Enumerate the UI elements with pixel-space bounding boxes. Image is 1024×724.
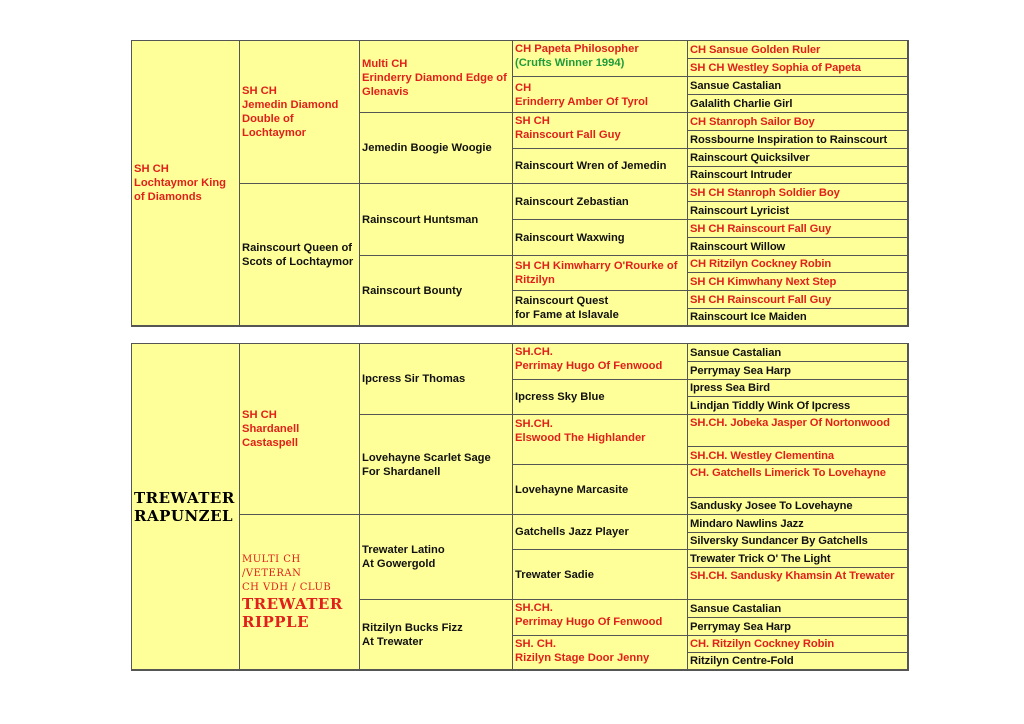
gen4-6: Rainscourt Waxwing	[513, 220, 688, 256]
gen5-11: Trewater Trick O' The Light	[688, 550, 908, 568]
gen5-4: Galalith Charlie Girl	[688, 95, 908, 113]
dam-title-line-2: CH VDH / CLUB	[242, 582, 332, 593]
gen5-2: SH CH Westley Sophia of Papeta	[688, 59, 908, 77]
gen4-7: SH.CH. Perrimay Hugo Of Fenwood	[513, 600, 688, 636]
gen1-dog: SH CH Lochtaymor King of Diamonds	[132, 41, 240, 326]
gen4-8: Rainscourt Quest for Fame at Islavale	[513, 291, 688, 326]
gen3-2: Lovehayne Scarlet Sage For Shardanell	[360, 415, 513, 515]
gen5-3: Ipress Sea Bird	[688, 380, 908, 397]
gen2-sire: SH CH Shardanell Castaspell	[240, 344, 360, 515]
dam-name-line-1: TREWATER	[242, 595, 343, 613]
gen3-4: Rainscourt Bounty	[360, 256, 513, 326]
gen4-2: CH Erinderry Amber Of Tyrol	[513, 77, 688, 113]
gen5-7: Rainscourt Quicksilver	[688, 149, 908, 167]
gen5-12: SH.CH. Sandusky Khamsin At Trewater	[688, 568, 908, 600]
gen4-1-name: CH Papeta Philosopher	[515, 43, 639, 55]
gen4-1: SH.CH. Perrimay Hugo Of Fenwood	[513, 344, 688, 380]
gen5-11: SH CH Rainscourt Fall Guy	[688, 220, 908, 238]
gen5-13: CH Ritzilyn Cockney Robin	[688, 256, 908, 273]
gen5-5: SH.CH. Jobeka Jasper Of Nortonwood	[688, 415, 908, 447]
gen4-1	[513, 41, 688, 77]
gen5-5: CH Stanroph Sailor Boy	[688, 113, 908, 131]
gen3-3: Rainscourt Huntsman	[360, 184, 513, 256]
gen5-2: Perrymay Sea Harp	[688, 362, 908, 380]
gen4-6: Trewater Sadie	[513, 550, 688, 600]
gen5-10: Rainscourt Lyricist	[688, 202, 908, 220]
gen5-1: CH Sansue Golden Ruler	[688, 41, 908, 59]
gen4-3: SH CH Rainscourt Fall Guy	[513, 113, 688, 149]
gen5-15: SH CH Rainscourt Fall Guy	[688, 291, 908, 309]
gen4-4: Lovehayne Marcasite	[513, 465, 688, 515]
gen1-dog-name	[132, 344, 240, 670]
dam-title-line-1: MULTI CH /VETERAN	[242, 554, 302, 579]
gen5-8: Sandusky Josee To Lovehayne	[688, 498, 908, 515]
gen1-name-line-1: TREWATER	[134, 488, 235, 507]
gen4-4: Rainscourt Wren of Jemedin	[513, 149, 688, 184]
gen2-dam	[240, 515, 360, 670]
gen2-sire: SH CH Jemedin Diamond Double of Lochtaymor	[240, 41, 360, 184]
gen3-4: Ritzilyn Bucks Fizz At Trewater	[360, 600, 513, 670]
gen4-5: Rainscourt Zebastian	[513, 184, 688, 220]
pedigree-table-1	[131, 40, 909, 327]
gen2-dam: Rainscourt Queen of Scots of Lochtaymor	[240, 184, 360, 326]
gen3-2: Jemedin Boogie Woogie	[360, 113, 513, 184]
gen5-12: Rainscourt Willow	[688, 238, 908, 256]
gen3-1: Multi CH Erinderry Diamond Edge of Glenavis	[360, 41, 513, 113]
gen4-7: SH CH Kimwharry O'Rourke of Ritzilyn	[513, 256, 688, 291]
gen5-7: CH. Gatchells Limerick To Lovehayne	[688, 465, 908, 498]
gen5-6: Rossbourne Inspiration to Rainscourt	[688, 131, 908, 149]
gen5-9: SH CH Stanroph Soldier Boy	[688, 184, 908, 202]
pedigree-table-2	[131, 343, 909, 671]
gen1-name-line-2: RAPUNZEL	[134, 506, 234, 525]
gen5-16: Ritzilyn Centre-Fold	[688, 653, 908, 670]
gen4-8: SH. CH. Rizilyn Stage Door Jenny	[513, 636, 688, 670]
dam-name-line-2: RIPPLE	[242, 613, 310, 631]
gen5-1: Sansue Castalian	[688, 344, 908, 362]
crufts-winner-note: (Crufts Winner 1994)	[515, 57, 625, 69]
gen5-10: Silversky Sundancer By Gatchells	[688, 533, 908, 550]
gen5-4: Lindjan Tiddly Wink Of Ipcress	[688, 397, 908, 415]
gen5-13: Sansue Castalian	[688, 600, 908, 618]
gen5-16: Rainscourt Ice Maiden	[688, 309, 908, 326]
gen5-14: SH CH Kimwhany Next Step	[688, 273, 908, 291]
gen5-14: Perrymay Sea Harp	[688, 618, 908, 636]
gen3-3: Trewater Latino At Gowergold	[360, 515, 513, 600]
gen4-2: Ipcress Sky Blue	[513, 380, 688, 415]
gen4-5: Gatchells Jazz Player	[513, 515, 688, 550]
gen5-3: Sansue Castalian	[688, 77, 908, 95]
gen3-1: Ipcress Sir Thomas	[360, 344, 513, 415]
gen5-8: Rainscourt Intruder	[688, 167, 908, 184]
gen5-6: SH.CH. Westley Clementina	[688, 447, 908, 465]
gen5-15: CH. Ritzilyn Cockney Robin	[688, 636, 908, 653]
gen4-3: SH.CH. Elswood The Highlander	[513, 415, 688, 465]
gen5-9: Mindaro Nawlins Jazz	[688, 515, 908, 533]
